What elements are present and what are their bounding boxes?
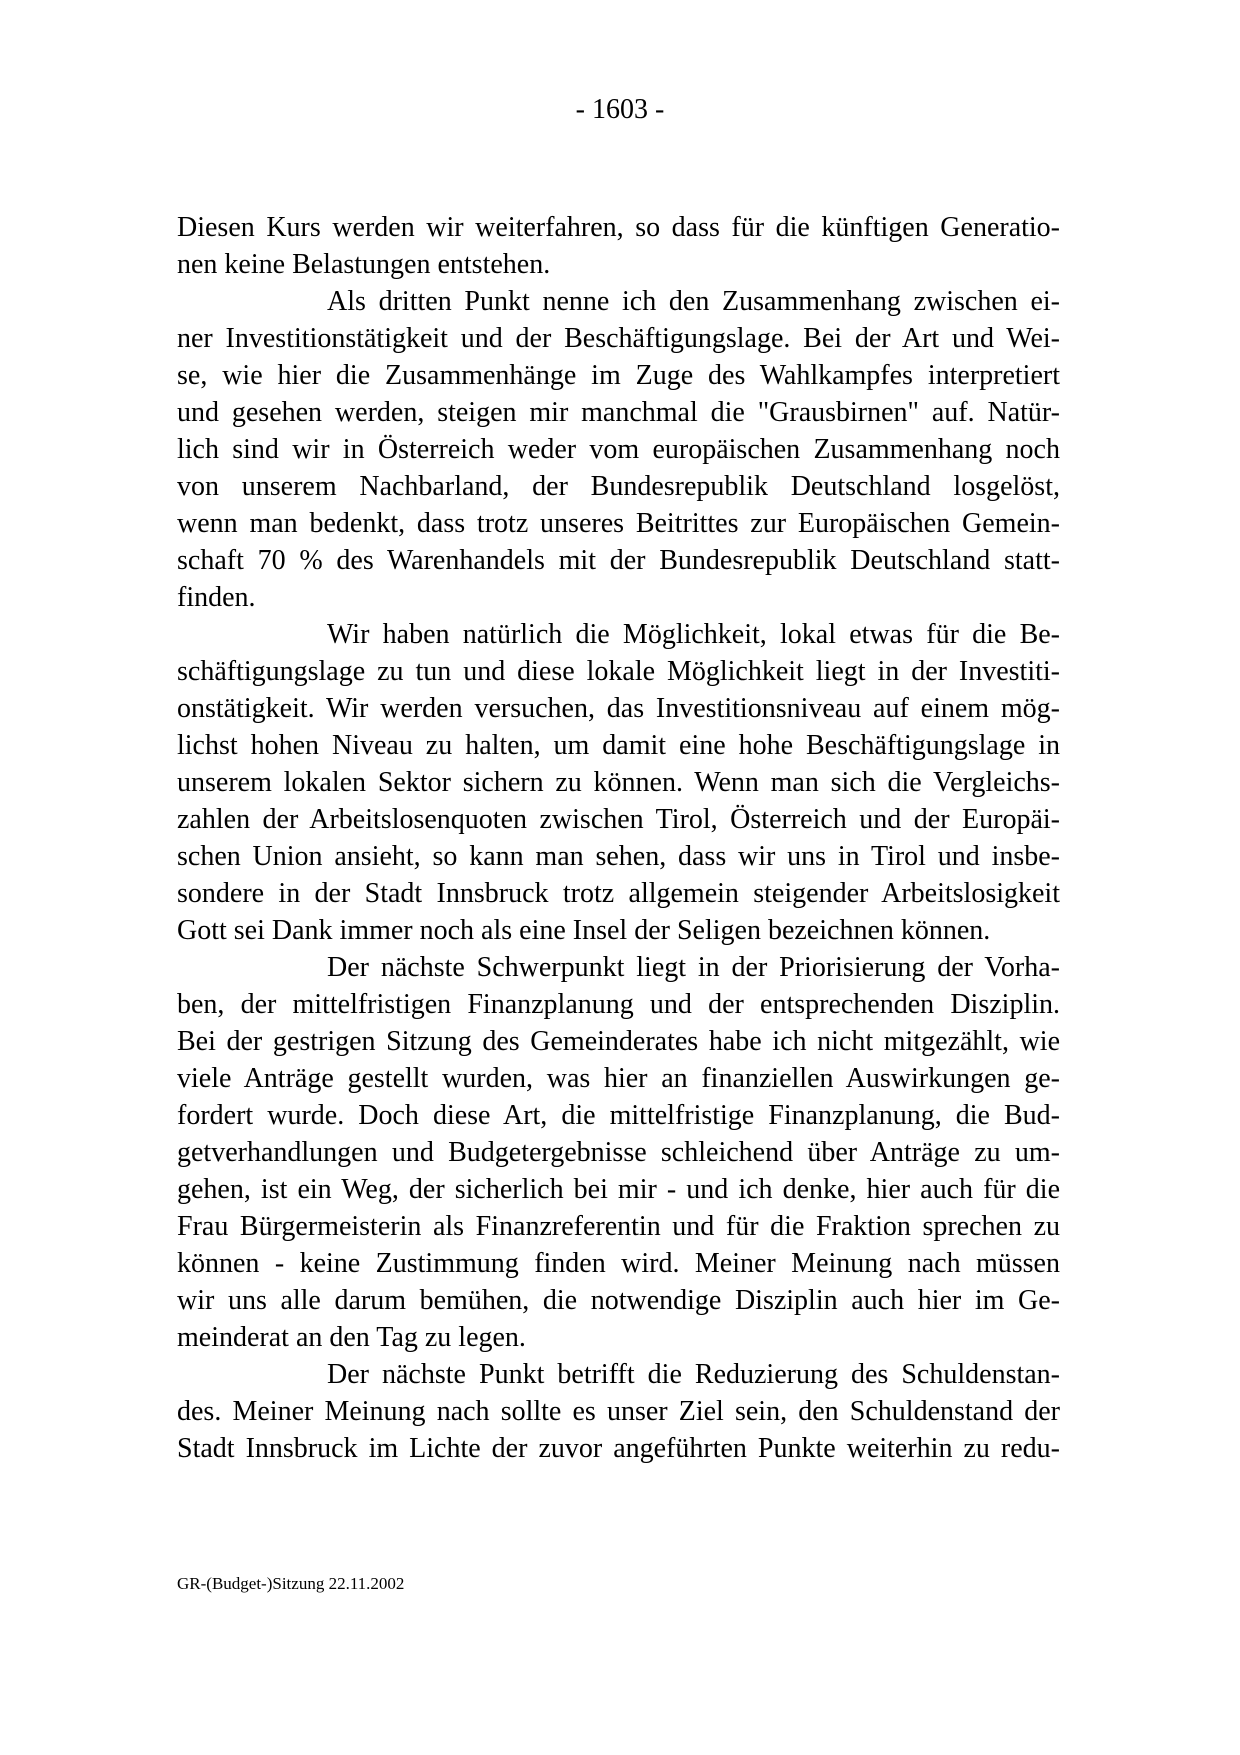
text-line: wenn man bedenkt, dass trotz unseres Beitrittes zur Europäischen Gemein-	[177, 508, 1060, 539]
footer-session-date: GR-(Budget-)Sitzung 22.11.2002	[177, 1574, 405, 1593]
text-line: onstätigkeit. Wir werden versuchen, das Investitionsniveau auf einem mög-	[177, 693, 1060, 724]
text-line: Stadt Innsbruck im Lichte der zuvor angeführten Punkte weiterhin zu redu-	[177, 1433, 1060, 1464]
text-line: Bei der gestrigen Sitzung des Gemeinderates habe ich nicht mitgezählt, wie	[177, 1026, 1060, 1057]
text-line: Frau Bürgermeisterin als Finanzreferentin und für die Fraktion sprechen zu	[177, 1211, 1060, 1242]
text-line: und gesehen werden, steigen mir manchmal die "Grausbirnen" auf. Natür-	[177, 397, 1060, 428]
text-line: Der nächste Schwerpunkt liegt in der Priorisierung der Vorha-	[327, 952, 1060, 983]
text-line: Diesen Kurs werden wir weiterfahren, so dass für die künftigen Generatio-	[177, 212, 1060, 243]
text-line: schaft 70 % des Warenhandels mit der Bundesrepublik Deutschland statt-	[177, 545, 1060, 576]
body-text	[177, 209, 1060, 1467]
text-line: des. Meiner Meinung nach sollte es unser Ziel sein, den Schuldenstand der	[177, 1396, 1060, 1427]
text-line: nen keine Belastungen entstehen.	[177, 249, 551, 280]
text-line: se, wie hier die Zusammenhänge im Zuge des Wahlkampfes interpretiert	[177, 360, 1060, 391]
text-line: schäftigungslage zu tun und diese lokale Möglichkeit liegt in der Investiti-	[177, 656, 1060, 687]
text-line: wir uns alle darum bemühen, die notwendige Disziplin auch hier im Ge-	[177, 1285, 1060, 1316]
text-line: gehen, ist ein Weg, der sicherlich bei mir - und ich denke, hier auch für die	[177, 1174, 1060, 1205]
text-line: ner Investitionstätigkeit und der Beschäftigungslage. Bei der Art und Wei-	[177, 323, 1060, 354]
text-line: ben, der mittelfristigen Finanzplanung und der entsprechenden Disziplin.	[177, 989, 1060, 1020]
text-line: Als dritten Punkt nenne ich den Zusammenhang zwischen ei-	[327, 286, 1060, 317]
page-number: - 1603 -	[575, 94, 665, 125]
text-line: Gott sei Dank immer noch als eine Insel der Seligen bezeichnen können.	[177, 915, 991, 946]
text-line: meinderat an den Tag zu legen.	[177, 1322, 526, 1353]
text-line: unserem lokalen Sektor sichern zu können. Wenn man sich die Vergleichs-	[177, 767, 1060, 798]
text-line: getverhandlungen und Budgetergebnisse schleichend über Anträge zu um-	[177, 1137, 1060, 1168]
text-line: sondere in der Stadt Innsbruck trotz allgemein steigender Arbeitslosigkeit	[177, 878, 1060, 909]
text-line: viele Anträge gestellt wurden, was hier an finanziellen Auswirkungen ge-	[177, 1063, 1060, 1094]
text-line: Wir haben natürlich die Möglichkeit, lokal etwas für die Be-	[327, 619, 1060, 650]
text-line: Der nächste Punkt betrifft die Reduzierung des Schuldenstan-	[327, 1359, 1060, 1390]
text-line: lich sind wir in Österreich weder vom europäischen Zusammenhang noch	[177, 434, 1060, 465]
text-line: lichst hohen Niveau zu halten, um damit eine hohe Beschäftigungslage in	[177, 730, 1060, 761]
text-line: schen Union ansieht, so kann man sehen, dass wir uns in Tirol und insbe-	[177, 841, 1060, 872]
text-line: können - keine Zustimmung finden wird. Meiner Meinung nach müssen	[177, 1248, 1060, 1279]
text-line: fordert wurde. Doch diese Art, die mittelfristige Finanzplanung, die Bud-	[177, 1100, 1060, 1131]
text-line: zahlen der Arbeitslosenquoten zwischen Tirol, Österreich und der Europäi-	[177, 804, 1060, 835]
text-line: finden.	[177, 582, 256, 613]
text-line: von unserem Nachbarland, der Bundesrepublik Deutschland losgelöst,	[177, 471, 1060, 502]
